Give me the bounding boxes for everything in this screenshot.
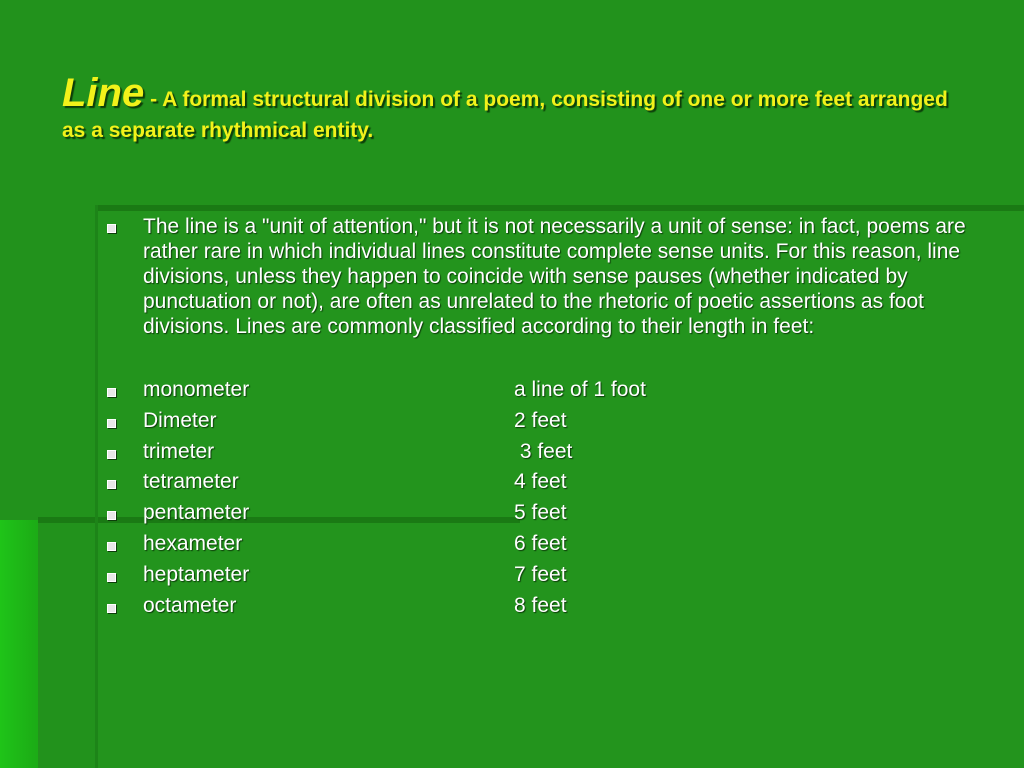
meter-name: hexameter <box>143 531 243 555</box>
square-bullet-icon <box>107 388 116 397</box>
meter-item <box>103 375 1003 406</box>
meter-item <box>103 467 1003 498</box>
square-bullet-icon <box>107 511 116 520</box>
background-left-strip <box>0 520 38 768</box>
meter-length: 5 feet <box>514 501 567 525</box>
meter-item <box>103 529 1003 560</box>
meter-length: 7 feet <box>514 562 567 586</box>
meter-length: a line of 1 foot <box>514 378 646 401</box>
title-definition: - A formal structural division of a poem, consisting of one or more feet arranged as a separate rhythmical entity. <box>62 88 948 142</box>
meter-length: 4 feet <box>514 470 567 494</box>
square-bullet-icon <box>107 224 116 233</box>
meter-item <box>103 406 1003 437</box>
meter-name: heptameter <box>143 562 250 586</box>
square-bullet-icon <box>107 542 116 551</box>
meter-name: pentameter <box>143 501 250 525</box>
meter-length: 2 feet <box>514 408 567 432</box>
meter-name: Dimeter <box>143 408 217 432</box>
title-term: Line <box>62 71 145 115</box>
background-vertical-line <box>95 205 98 768</box>
meter-length: 8 feet <box>514 593 567 617</box>
square-bullet-icon <box>107 573 116 582</box>
intro-paragraph: The line is a "unit of attention," but it is not necessarily a unit of sense: in fact, poems are rather rare in which individual lines constitute complete sense units. For this reason, line divisions, unless they happen to coincide with sense pauses (whether indicated by punctuation or not), are often as unrelated to the rhetoric of poetic assertions as foot divisions. Lines are commonly classified according to their length in feet: <box>143 215 966 338</box>
square-bullet-icon <box>107 480 116 489</box>
square-bullet-icon <box>107 604 116 613</box>
square-bullet-icon <box>107 450 116 459</box>
meter-length: 6 feet <box>514 531 567 555</box>
meter-item <box>103 560 1003 591</box>
meter-name: monometer <box>143 378 250 401</box>
meter-item <box>103 591 1003 622</box>
intro-bullet <box>103 214 1003 339</box>
meter-length: 3 feet <box>514 439 573 463</box>
meter-name: tetrameter <box>143 470 239 494</box>
meter-item <box>103 498 1003 529</box>
square-bullet-icon <box>107 419 116 428</box>
background-upper-band <box>95 205 1024 211</box>
meter-item <box>103 437 1003 468</box>
meter-name: octameter <box>143 593 237 617</box>
slide-title <box>62 68 962 144</box>
bullet-list <box>103 214 1003 621</box>
meter-name: trimeter <box>143 439 215 463</box>
